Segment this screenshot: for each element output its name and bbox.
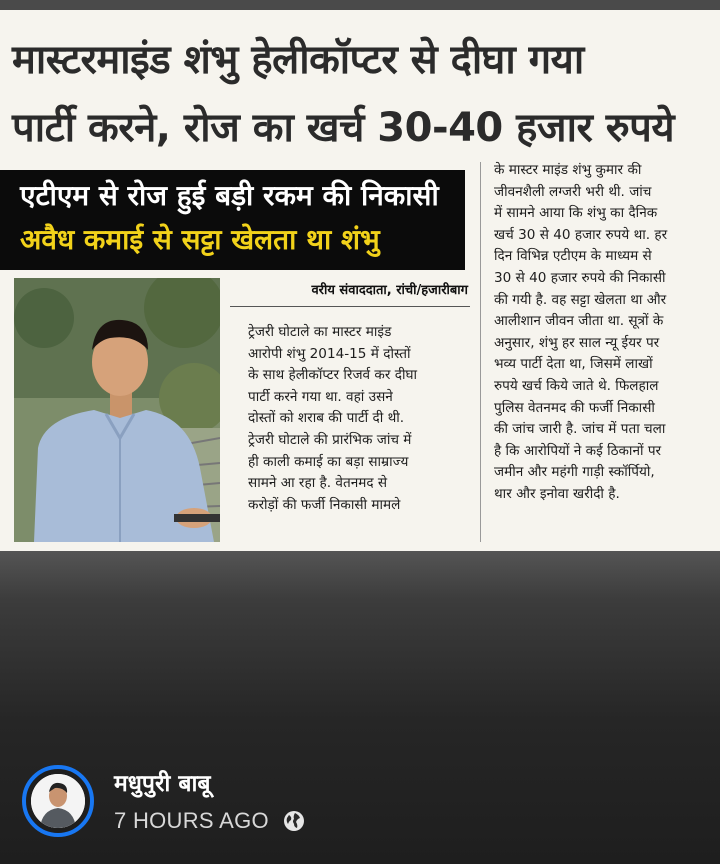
article-line: आलीशान जीवन जीता था. सूत्रों के bbox=[494, 313, 664, 330]
article-column-middle bbox=[248, 322, 468, 516]
byline-divider bbox=[230, 306, 470, 307]
article-line: आरोपी शंभु 2014-15 में दोस्तों bbox=[248, 345, 411, 362]
article-line: अनुसार, शंभु हर साल न्यू ईयर पर bbox=[494, 334, 660, 351]
article-line: के मास्टर माइंड शंभु कुमार की bbox=[494, 162, 642, 178]
article-line: है कि आरोपियों ने कई ठिकानों पर bbox=[494, 442, 662, 459]
article-line: की जांच जारी है. जांच में पता चला bbox=[494, 421, 666, 438]
article-line: में सामने आया कि शंभु का दैनिक bbox=[494, 205, 658, 222]
article-line: 30 से 40 हजार रुपये की निकासी bbox=[494, 269, 666, 286]
article-line: करोड़ों की फर्जी निकासी मामले bbox=[248, 496, 401, 513]
article-column-right bbox=[494, 160, 708, 506]
author-avatar-ring[interactable] bbox=[22, 765, 94, 837]
article-line: ट्रेजरी घोटाले की प्रारंभिक जांच में bbox=[248, 431, 412, 448]
top-status-strip bbox=[0, 0, 720, 10]
headline-line-2: पार्टी करने, रोज का खर्च 30-40 हजार रुपये bbox=[12, 105, 675, 151]
article-line: जमीन और महंगी गाड़ी स्कॉर्पियो, bbox=[494, 464, 655, 481]
article-line: भव्य पार्टी देता था, जिसमें लाखों bbox=[494, 356, 653, 373]
article-line: जीवनशैली लग्जरी भरी थी. जांच bbox=[494, 183, 652, 200]
article-line: खर्च 30 से 40 हजार रुपये था. हर bbox=[494, 226, 668, 243]
article-line: ट्रेजरी घोटाले का मास्टर माइंड bbox=[248, 324, 392, 340]
post-timestamp: 7 HOURS AGO bbox=[114, 808, 269, 833]
post-meta bbox=[114, 808, 306, 838]
newspaper-clipping bbox=[0, 10, 720, 551]
headline-line-1: मास्टरमाइंड शंभु हेलीकॉप्टर से दीघा गया bbox=[12, 37, 584, 83]
accused-photo bbox=[14, 278, 220, 542]
subhead-line-1: एटीएम से रोज हुई बड़ी रकम की निकासी bbox=[20, 179, 439, 212]
byline: वरीय संवाददाता, रांची/हजारीबाग bbox=[311, 283, 468, 298]
subhead-line-2: अवैध कमाई से सट्टा खेलता था शंभु bbox=[20, 223, 380, 256]
article-line: थार और इनोवा खरीदी है. bbox=[494, 485, 620, 502]
avatar[interactable] bbox=[31, 774, 85, 828]
article-line: दिन विभिन्न एटीएम के माध्यम से bbox=[494, 248, 652, 265]
article-line: रुपये खर्च किये जाते थे. फिलहाल bbox=[494, 377, 659, 394]
article-line: सामने आ रहा है. वेतनमद से bbox=[248, 475, 388, 492]
avatar-person-icon bbox=[31, 774, 85, 828]
subhead-box bbox=[0, 170, 465, 270]
person-photo-illustration bbox=[14, 278, 220, 542]
column-divider bbox=[480, 162, 481, 542]
article-line: पार्टी करने गया था. वहां उसने bbox=[248, 388, 393, 405]
article-line: दोस्तों को शराब की पार्टी दी थी. bbox=[248, 410, 405, 427]
author-name[interactable]: मधुपुरी बाबू bbox=[114, 771, 211, 797]
article-line: के साथ हेलीकॉप्टर रिजर्व कर दीघा bbox=[248, 367, 418, 384]
article-line: पुलिस वेतनमद की फर्जी निकासी bbox=[494, 399, 655, 416]
article-line: ही काली कमाई का बड़ा साम्राज्य bbox=[248, 453, 409, 470]
globe-icon bbox=[282, 809, 306, 833]
article-line: की गयी है. वह सट्टा खेलता था और bbox=[494, 291, 667, 308]
